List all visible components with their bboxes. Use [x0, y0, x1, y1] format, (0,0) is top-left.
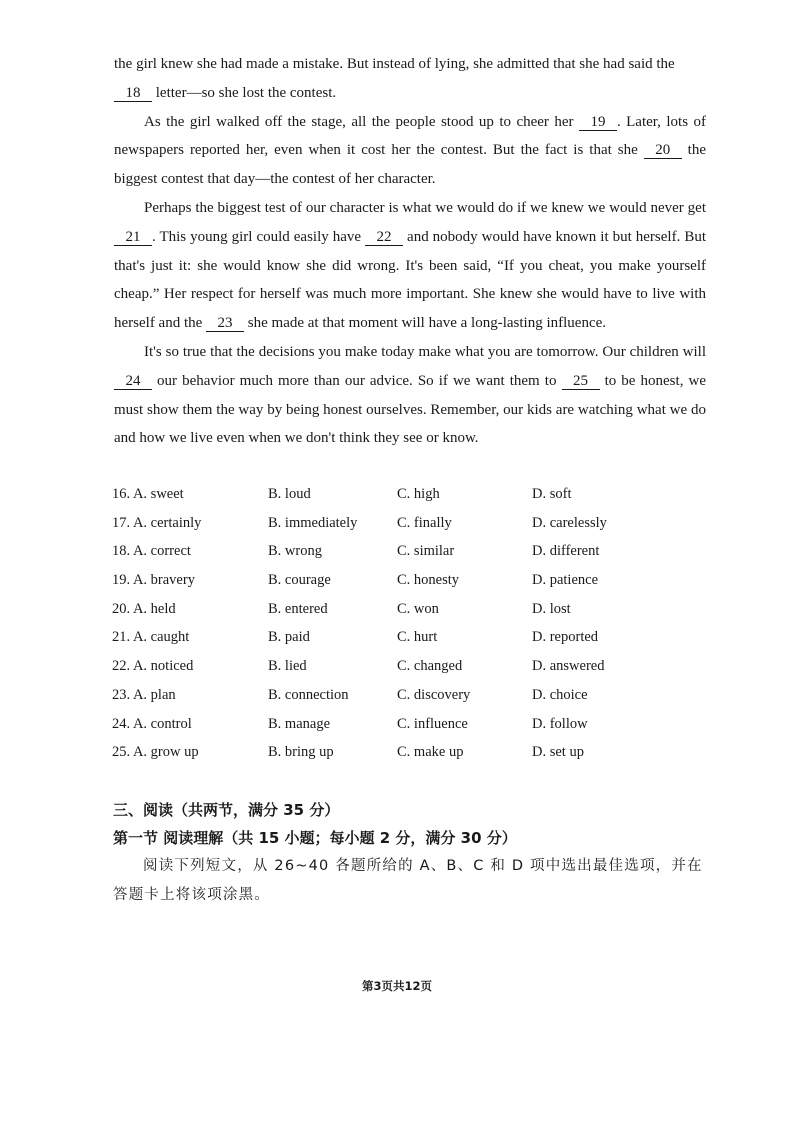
option-d: D. different [532, 543, 600, 560]
question-row-24 [112, 710, 672, 739]
option-b: B. immediately [268, 514, 358, 531]
question-row-23 [112, 681, 672, 710]
blank-23: 23 [206, 315, 244, 332]
option-b: B. connection [268, 686, 349, 703]
blank-22: 22 [365, 229, 403, 246]
option-d: D. set up [532, 744, 584, 761]
option-d: D. reported [532, 629, 599, 646]
option-d: D. patience [532, 572, 599, 589]
option-c: C. make up [397, 744, 464, 761]
passage-text: Perhaps the biggest test of our character is what we would do if we knew we would never get [144, 199, 706, 216]
option-c: C. hurt [397, 629, 438, 646]
option-a: 16. A. sweet [112, 486, 184, 502]
passage-text: . This young girl could easily have [152, 228, 366, 245]
option-a: 24. A. control [112, 715, 192, 732]
question-row-19 [112, 566, 672, 595]
option-c: C. changed [397, 658, 463, 675]
passage-text: she made at that moment will have a long-lasting influence. [244, 315, 607, 332]
option-c: C. high [397, 486, 440, 502]
passage-paragraph-1 [114, 50, 706, 108]
section-title: 三、阅读（共两节，满分 35 分） [113, 801, 340, 819]
option-b: B. bring up [268, 744, 334, 761]
option-d: D. lost [532, 600, 571, 617]
option-a: 22. A. noticed [112, 658, 194, 675]
passage-text: and nobody would have known it but herself. But that's just it: she would know she did wrong. It's been said, “If you cheat, you make yourself cheap.” Her respect for herself was much more important. She knew she would have to live with herself and the [114, 228, 706, 332]
option-a: 19. A. bravery [112, 572, 195, 589]
question-row-21 [112, 623, 672, 652]
option-c: C. won [397, 600, 439, 617]
option-d: D. carelessly [532, 514, 607, 531]
option-b: B. entered [268, 600, 328, 617]
option-d: D. choice [532, 686, 588, 703]
answer-options-table [112, 480, 672, 767]
option-a: 18. A. correct [112, 543, 191, 560]
question-row-22 [112, 652, 672, 681]
question-row-16 [112, 480, 672, 509]
option-d: D. answered [532, 658, 605, 675]
blank-24: 24 [114, 373, 152, 390]
blank-25: 25 [562, 373, 600, 390]
blank-21: 21 [114, 229, 152, 246]
blank-20: 20 [644, 142, 682, 159]
option-a: 17. A. certainly [112, 514, 202, 531]
question-row-20 [112, 595, 672, 624]
blank-19: 19 [579, 114, 617, 131]
section-instruction: 阅读下列短文，从 26~40 各题所给的 A、B、C 和 D 项中选出最佳选项，并在答题卡上将该项涂黑。 [113, 858, 703, 903]
option-a: 21. A. caught [112, 629, 190, 646]
passage-paragraph-4 [114, 338, 706, 453]
passage-paragraph-2 [114, 108, 706, 194]
option-d: D. follow [532, 715, 588, 732]
option-c: C. similar [397, 543, 455, 560]
question-row-17 [112, 509, 672, 538]
option-a: 25. A. grow up [112, 744, 199, 761]
option-b: B. manage [268, 715, 331, 732]
passage-text: As the girl walked off the stage, all the people stood up to cheer her [144, 113, 579, 130]
option-b: B. lied [268, 658, 307, 675]
option-a: 23. A. plan [112, 686, 176, 703]
option-c: C. finally [397, 514, 452, 531]
passage-text: the biggest contest that day—the contest of her character. [114, 142, 706, 188]
cloze-passage [114, 50, 706, 453]
passage-text: letter—so she lost the contest. [152, 84, 337, 101]
page-number: 第3页共12页 [361, 979, 432, 993]
option-b: B. courage [268, 572, 331, 589]
passage-paragraph-3 [114, 194, 706, 338]
passage-text: the girl knew she had made a mistake. But instead of lying, she admitted that she had said the [114, 56, 675, 72]
option-b: B. loud [268, 486, 311, 502]
option-c: C. influence [397, 715, 468, 732]
option-a: 20. A. held [112, 600, 176, 617]
option-b: B. paid [268, 629, 310, 646]
reading-section [113, 796, 705, 910]
option-c: C. honesty [397, 572, 460, 589]
question-row-25 [112, 738, 672, 767]
option-d: D. soft [532, 486, 572, 502]
passage-text: It's so true that the decisions you make today make what you are tomorrow. Our children will [144, 343, 706, 360]
section-subtitle: 第一节 阅读理解（共 15 小题；每小题 2 分，满分 30 分） [113, 829, 517, 847]
option-b: B. wrong [268, 543, 322, 560]
blank-18: 18 [114, 85, 152, 102]
passage-text: . Later, lots of newspapers reported her, even when it cost her the contest. But the fact is that she [114, 113, 706, 159]
question-row-18 [112, 537, 672, 566]
passage-text: our behavior much more than our advice. So if we want them to [152, 372, 562, 389]
passage-text: to be honest, we must show them the way by being honest ourselves. Remember, our kids are watching what we do and how we live even when we don't think they see or know. [114, 372, 706, 447]
option-c: C. discovery [397, 686, 471, 703]
